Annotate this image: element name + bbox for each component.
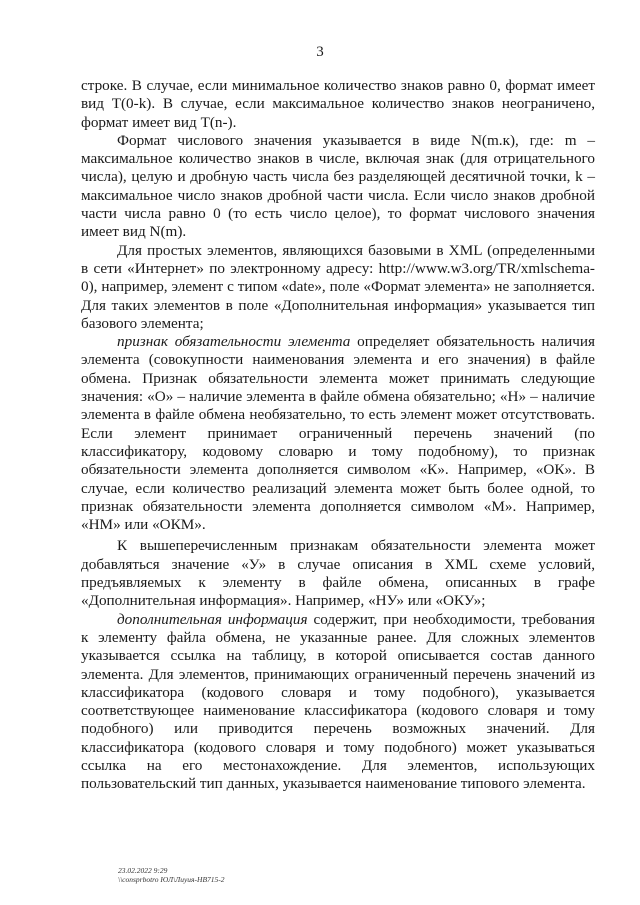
term-additional-info: дополнительная информация	[117, 610, 308, 628]
document-body	[81, 77, 595, 794]
paragraph-required-flag	[81, 333, 595, 534]
paragraph-simple-elements: Для простых элементов, являющихся базовыми в XML (определенными в сети «Интернет» по электронному адресу: http://www.w3.org/TR/xmlschema-0), например, элемент с типом «date», поле «Формат элемента» не заполняется. Для таких элементов в поле «Дополнительная информация» указывается тип базового элемента;	[81, 241, 595, 332]
paragraph-additional-info-text: содержит, при необходимости, требования к элементу файла обмена, не указанные ранее. Для сложных элементов указывается ссылка на таблицу, в которой описывается состав данного элемента. Для элементов, принимающих ограниченный перечень значений из классификатора (кодового словаря и тому подобного), указывается соответствующее наименование классификатора (кодового словаря и тому подобного) или приводится перечень возможных значений. Для классификатора (кодового словаря и тому подобного) может указываться ссылка на его местонахождение. Для элементов, использующих пользовательский тип данных, указывается наименование типового элемента.	[81, 610, 595, 793]
paragraph-conditional-flag: К вышеперечисленным признакам обязательности элемента может добавляться значение «У» в случае описания в XML схеме условий, предъявляемых к элементу в файле обмена, описанных в графе «Дополнительная информация». Например, «НУ» или «ОКУ»;	[81, 537, 595, 610]
footer-file-path: \\consprbotro ЮЛ\Лиуия-НВ715-2	[118, 875, 225, 884]
page-number: 3	[316, 44, 324, 60]
footer-timestamp: 23.02.2022 9:29	[118, 866, 168, 875]
paragraph-additional-info	[81, 611, 595, 794]
paragraph-format-text: строке. В случае, если минимальное количество знаков равно 0, формат имеет вид T(0-k). В случае, если максимальное количество знаков неограничено, формат имеет вид T(n-).	[81, 77, 595, 131]
paragraph-number-format: Формат числового значения указывается в виде N(m.к), где: m – максимальное количество знаков в числе, включая знак (для отрицательного числа), целую и дробную часть числа без разделяющей десятичной точки, k – максимальное число знаков дробной части числа. Если число знаков дробной части числа равно 0 (то есть число целое), то формат числового значения имеет вид N(m).	[81, 131, 595, 241]
document-footer	[118, 866, 225, 884]
term-required-flag: признак обязательности элемента	[117, 333, 351, 351]
paragraph-required-flag-text: определяет обязательность наличия элемента (совокупности наименования элемента и его значения) в файле обмена. Признак обязательности элемента может принимать следующие значения: «О» – наличие элемента в файле обмена обязательно; «Н» – наличие элемента в файле обмена необязательно, то есть элемент может отсутствовать. Если элемент принимает ограниченный перечень значений (по классификатору, кодовому словарю и тому подобному), то признак обязательности элемента дополняется символом «К». Например, «ОК». В случае, если количество реализаций элемента может быть более одной, то признак обязательности элемента дополняется символом «М». Например, «НМ» или «ОКМ».	[81, 333, 595, 534]
